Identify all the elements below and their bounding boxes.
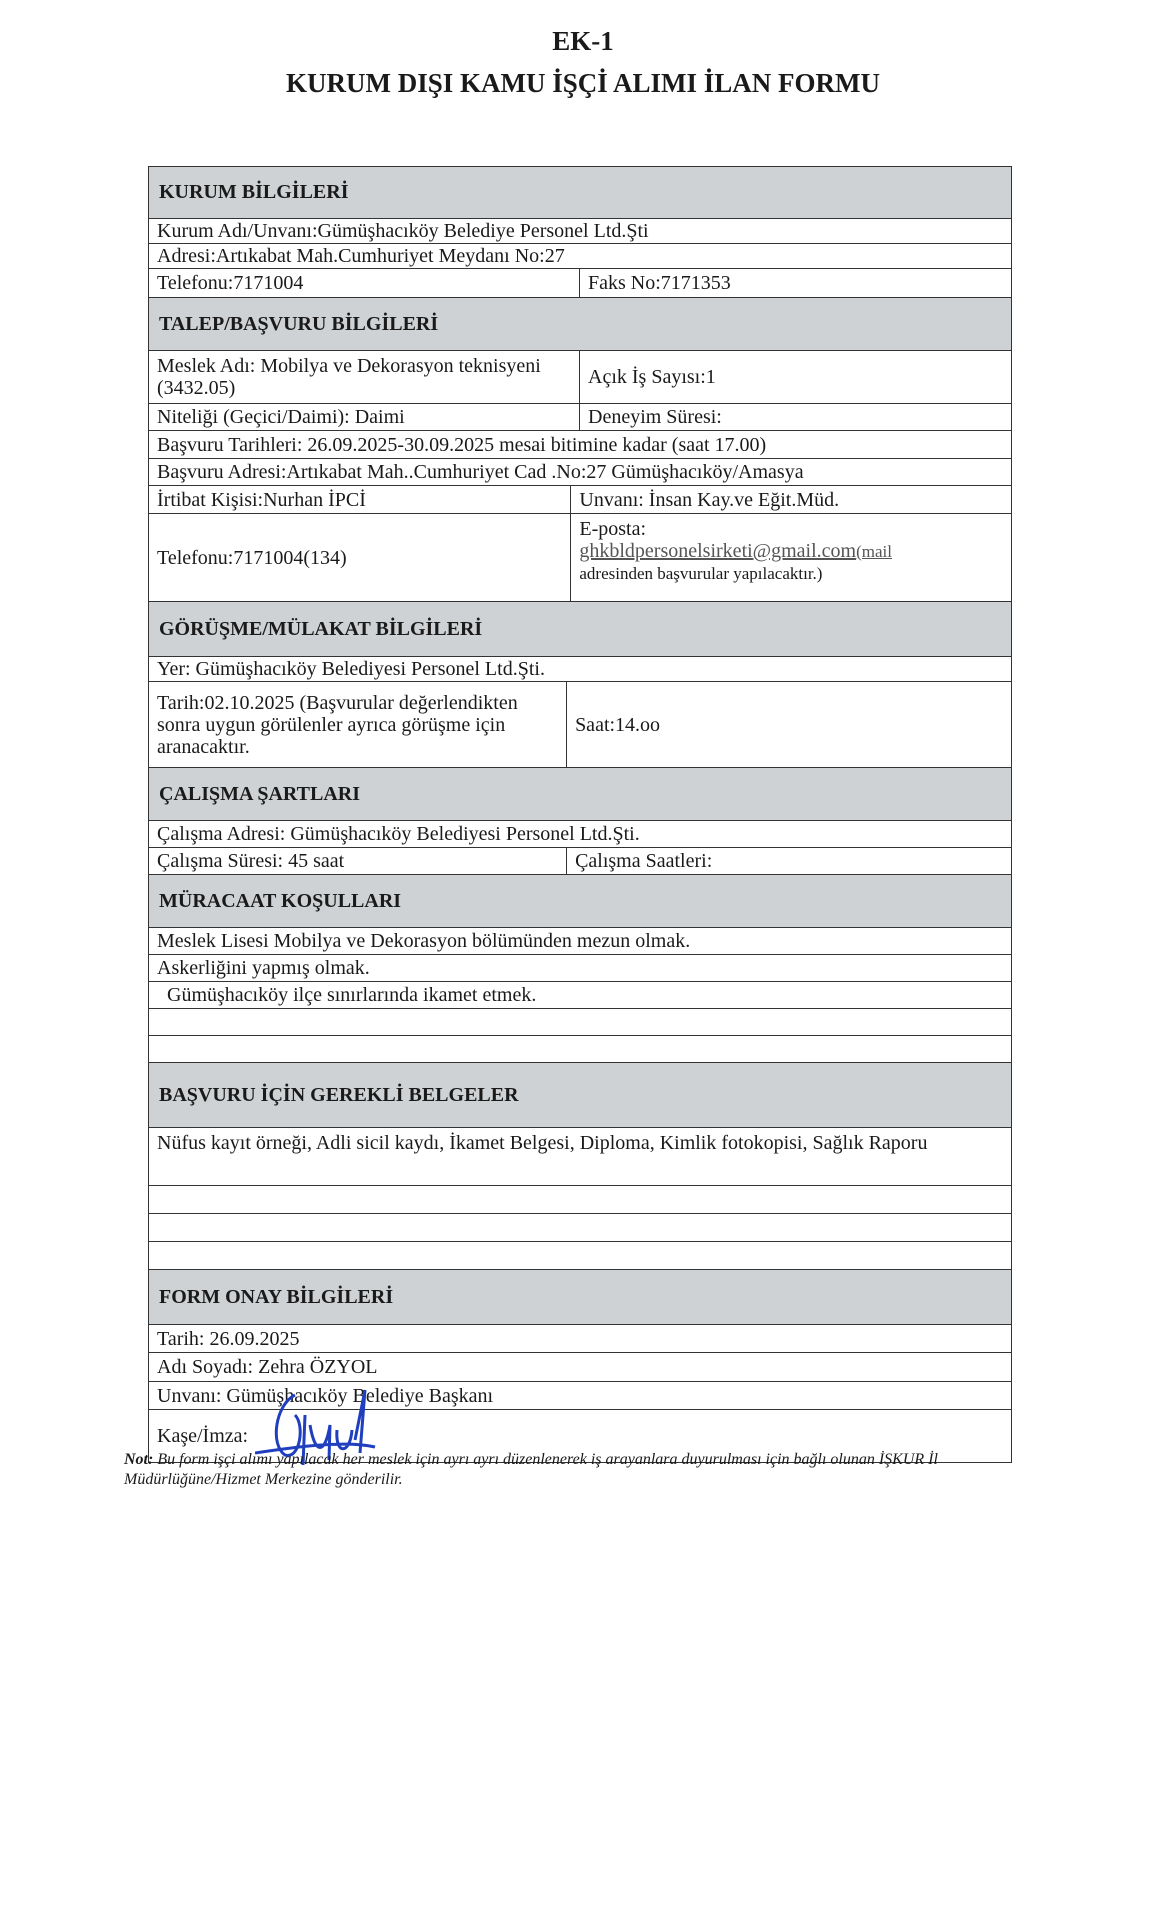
gorusme-yer: Yer: Gümüşhacıköy Belediyesi Personel Ltd.Şti.: [157, 658, 545, 680]
kase-imza-label: Kaşe/İmza:: [157, 1425, 249, 1447]
section-header-muracaat: MÜRACAAT KOŞULLARI: [149, 875, 1011, 928]
kurum-telefon: Telefonu:7171004: [149, 269, 580, 297]
kurum-adi: Kurum Adı/Unvanı:Gümüşhacıköy Belediye Personel Ltd.Şti: [157, 220, 649, 242]
calisma-adresi: Çalışma Adresi: Gümüşhacıköy Belediyesi Personel Ltd.Şti.: [157, 823, 640, 845]
meslek-adi: Meslek Adı: Mobilya ve Dekorasyon teknisyeni (3432.05): [149, 351, 580, 403]
section-header-calisma: ÇALIŞMA ŞARTLARI: [149, 768, 1011, 821]
section-header-talep: TALEP/BAŞVURU BİLGİLERİ: [149, 298, 1011, 351]
section-header-onay: FORM ONAY BİLGİLERİ: [149, 1270, 1011, 1325]
onay-adi-soyadi: Adı Soyadı: Zehra ÖZYOL: [157, 1356, 378, 1378]
empty-row: [149, 1009, 1011, 1036]
kurum-faks: Faks No:7171353: [588, 272, 731, 294]
eposta-note: adresinden başvurular yapılacaktır.): [579, 564, 823, 583]
niteligi: Niteliği (Geçici/Daimi): Daimi: [149, 404, 580, 430]
irtibat-unvan: Unvanı: İnsan Kay.ve Eğit.Müd.: [579, 488, 840, 511]
gorusme-tarih: Tarih:02.10.2025 (Başvurular değerlendikten sonra uygun görülenler ayrıca görüşme için aranacaktır.: [149, 682, 567, 767]
muracaat-item: Meslek Lisesi Mobilya ve Dekorasyon bölümünden mezun olmak.: [157, 930, 691, 952]
empty-row: [149, 1186, 1011, 1214]
basvuru-tarihleri: Başvuru Tarihleri: 26.09.2025-30.09.2025 mesai bitimine kadar (saat 17.00): [157, 433, 767, 456]
kurum-adres: Adresi:Artıkabat Mah.Cumhuriyet Meydanı No:27: [157, 245, 565, 267]
empty-row: [149, 1214, 1011, 1242]
note-text: Bu form işçi alımı yapılacak her meslek için ayrı ayrı düzenlenerek iş arayanlara duyurulması için bağlı olunan İŞKUR İl Müdürlüğüne/Hizmet Merkezine gönderilir.: [124, 1451, 938, 1488]
gorusme-saat: Saat:14.oo: [575, 713, 661, 736]
calisma-saatleri: Çalışma Saatleri:: [575, 850, 713, 872]
empty-row: [149, 1242, 1011, 1270]
irtibat-kisisi: İrtibat Kişisi:Nurhan İPCİ: [149, 486, 571, 513]
calisma-suresi: Çalışma Süresi: 45 saat: [149, 848, 567, 874]
onay-tarih: Tarih: 26.09.2025: [157, 1327, 300, 1350]
job-announcement-form: [148, 166, 1012, 1463]
irtibat-telefon: Telefonu:7171004(134): [149, 514, 571, 601]
eposta-mail: (mail: [856, 542, 892, 561]
eposta-label: E-posta:: [579, 518, 647, 540]
section-header-kurum: KURUM BİLGİLERİ: [149, 167, 1011, 219]
form-code: EK-1: [552, 26, 614, 56]
muracaat-item: Gümüşhacıköy ilçe sınırlarında ikamet etmek.: [167, 984, 537, 1006]
note-label: Not:: [124, 1451, 154, 1468]
form-title: KURUM DIŞI KAMU İŞÇİ ALIMI İLAN FORMU: [285, 68, 881, 98]
onay-unvan: Unvanı: Gümüşhacıköy Belediye Başkanı: [157, 1384, 494, 1407]
section-header-gorusme: GÖRÜŞME/MÜLAKAT BİLGİLERİ: [149, 602, 1011, 657]
eposta-link[interactable]: ghkbldpersonelsirketi@gmail.com: [579, 540, 857, 562]
acik-is-sayisi: Açık İş Sayısı:1: [588, 366, 716, 388]
basvuru-adresi: Başvuru Adresi:Artıkabat Mah..Cumhuriyet Cad .No:27 Gümüşhacıköy/Amasya: [157, 461, 804, 483]
section-header-belgeler: BAŞVURU İÇİN GEREKLİ BELGELER: [149, 1063, 1011, 1128]
footer-note: [124, 1450, 1004, 1490]
deneyim-suresi: Deneyim Süresi:: [588, 406, 722, 428]
empty-row: [149, 1036, 1011, 1063]
muracaat-item: Askerliğini yapmış olmak.: [157, 957, 370, 979]
gerekli-belgeler: Nüfus kayıt örneği, Adli sicil kaydı, İkamet Belgesi, Diploma, Kimlik fotokopisi, Sağlık Raporu: [157, 1132, 928, 1154]
